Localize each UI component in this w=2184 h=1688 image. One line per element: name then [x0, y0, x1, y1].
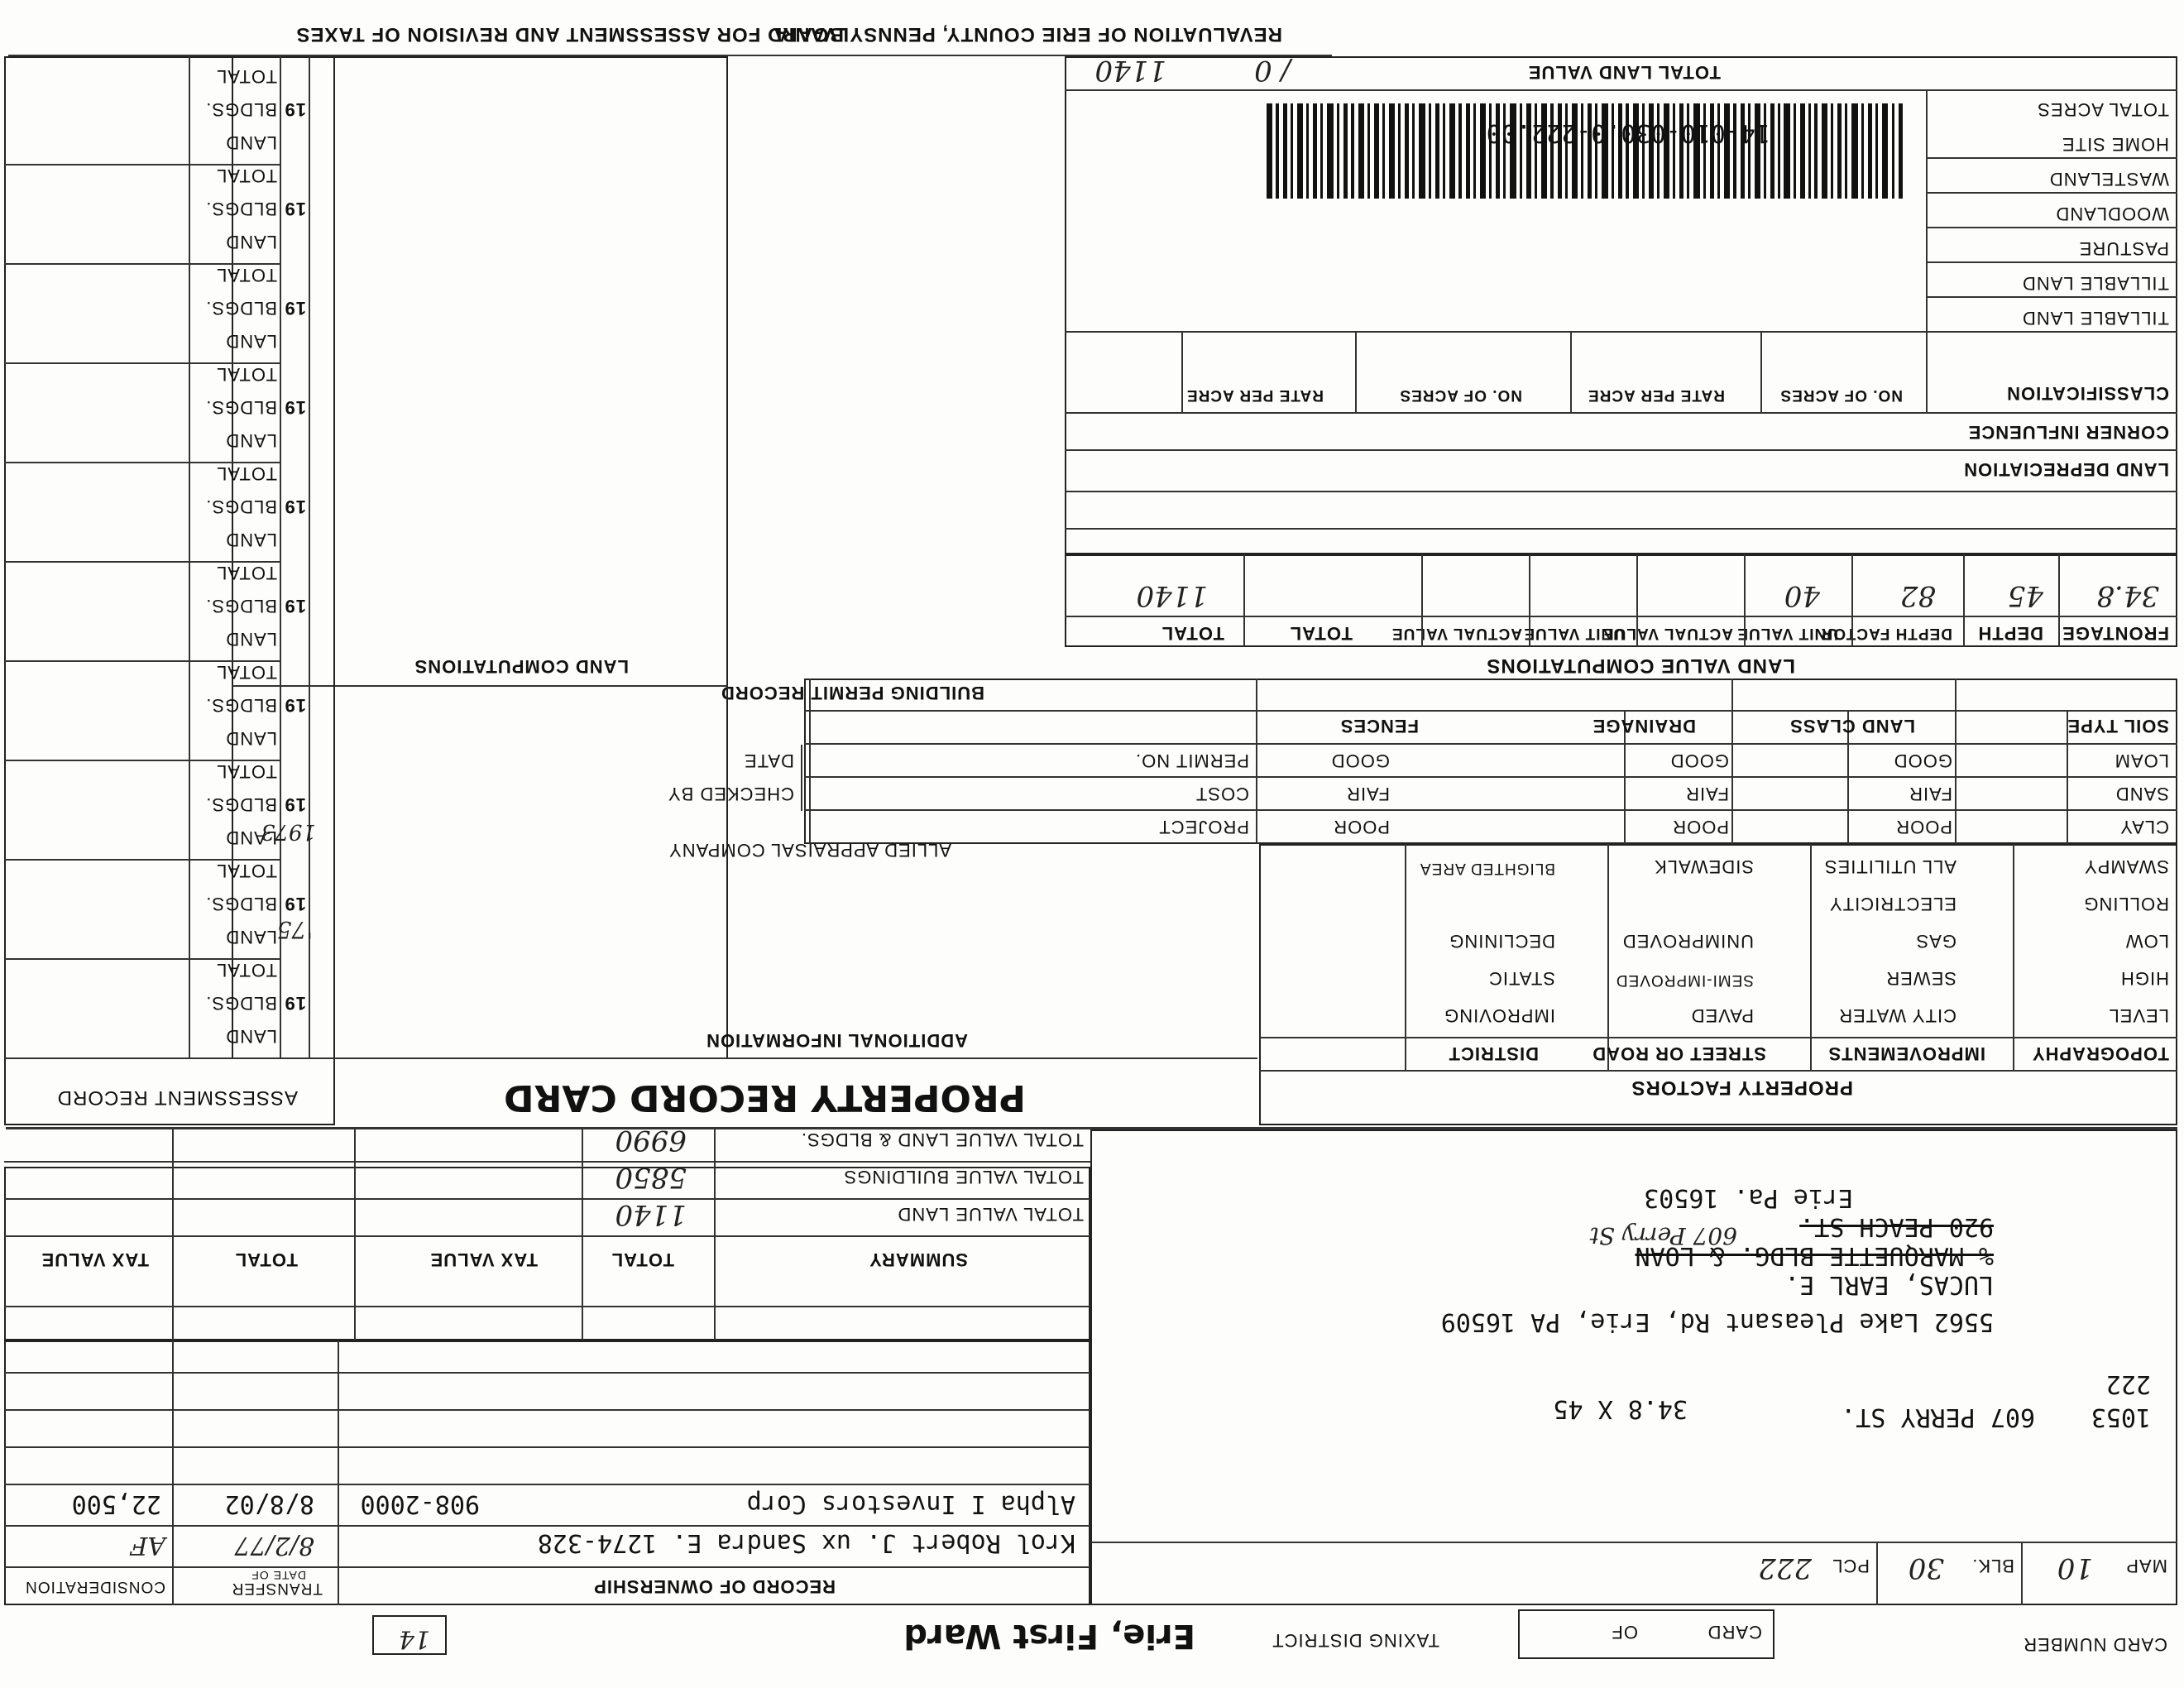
parcel-code-2: 222: [2105, 1369, 2151, 1398]
imp-sewer: SEWER: [1885, 968, 1956, 989]
allied-appraisal: ALLIED APPRAISAL COMPANY: [668, 840, 951, 861]
assessment-land-8: LAND: [225, 331, 277, 352]
assessment-hand-note: 1973: [261, 819, 316, 844]
fences-poor: POOR: [1333, 817, 1390, 837]
street-or-road-header: STREET OR ROAD: [1592, 1043, 1766, 1064]
parcel-street: 607 PERRY ST.: [1841, 1403, 2035, 1431]
parcel-code-1: 1053: [2091, 1403, 2151, 1431]
pcl-label: PCL: [1832, 1556, 1870, 1576]
parcel-address-block: [1090, 1129, 2177, 1605]
land-depreciation-label: LAND DEPRECIATION: [1963, 459, 2169, 480]
topo-rolling: ROLLING: [2083, 894, 2169, 914]
owner-row-2-deed: 908-2000: [360, 1489, 480, 1518]
assessment-record-title: ASSESSMENT RECORD: [56, 1086, 298, 1109]
district-code: 14: [398, 1624, 430, 1653]
soil-and-permit-section: [804, 679, 2177, 844]
blk-label: BLK.: [1971, 1556, 2014, 1576]
assessment-land-10: LAND: [225, 132, 277, 153]
depth-factor-value: 82: [1899, 579, 1936, 612]
district-static: STATIC: [1488, 968, 1555, 989]
assessment-bldgs-5: BLDGS.: [205, 596, 277, 616]
home-site-label: HOME SITE: [2061, 134, 2169, 155]
assessment-bldgs-7: BLDGS.: [205, 397, 277, 418]
owner-row-1-name: Krol Robert J. ux Sandra E. 1274-328: [537, 1528, 1075, 1557]
of-label: OF: [1611, 1622, 1638, 1642]
checked-by-label: CHECKED BY: [667, 784, 794, 804]
lvc-col-actual-value-1: ACTUAL VALUE: [1602, 625, 1733, 642]
loam-label: LOAM: [2114, 750, 2169, 771]
topo-swampy: SWAMPY: [2084, 856, 2169, 877]
land-class-poor: POOR: [1895, 817, 1952, 837]
fences-good: GOOD: [1330, 750, 1390, 771]
assessment-bldgs-4: BLDGS.: [205, 695, 277, 716]
pcl-value: 222: [1758, 1551, 1812, 1585]
street-unimproved: UNIMPROVED: [1621, 931, 1754, 952]
assessment-year-8: 19: [284, 298, 306, 319]
owner-struck-care-of: % MARQUETTE BLDG. & LOAN: [1635, 1241, 1994, 1270]
topo-low: LOW: [2124, 931, 2169, 952]
total-land-value-label: TOTAL LAND VALUE: [1527, 62, 1721, 83]
classification-label: CLASSIFICATION: [2006, 383, 2169, 404]
tillable-land-label: TILLABLE LAND: [2021, 273, 2169, 294]
district-declining: DECLINING: [1449, 931, 1555, 952]
topography-header: TOPOGRAPHY: [2031, 1043, 2169, 1064]
lvc-col-unit-value-1: UNIT VALUE: [1736, 625, 1838, 642]
assessment-total-10: TOTAL: [216, 66, 277, 87]
lvc-col-total-2: TOTAL: [1161, 623, 1224, 644]
building-permit-record: BUILDING PERMIT RECORD: [721, 683, 984, 703]
assessment-total-1: TOTAL: [216, 960, 277, 981]
summary-col-tax-value-1: TAX VALUE: [429, 1249, 538, 1270]
no-of-acres-1: NO. OF ACRES: [1779, 386, 1903, 404]
sand-label: SAND: [2115, 784, 2169, 804]
assessment-land-9: LAND: [225, 232, 277, 252]
district-blighted-area: BLIGHTED AREA: [1420, 860, 1555, 877]
assessment-land-2: LAND: [225, 927, 277, 947]
transfer-label: TRANSFER: [231, 1580, 323, 1597]
owner-struck-name: LUCAS, EARL E.: [1784, 1270, 1994, 1299]
lvc-col-frontage: FRONTAGE: [2062, 623, 2169, 644]
owner-address-line: 5562 Lake Pleasant Rd, Erie, PA 16509: [1440, 1307, 1994, 1336]
assessment-total-6: TOTAL: [216, 463, 277, 484]
no-of-acres-2: NO. OF ACRES: [1399, 386, 1522, 404]
assessment-bldgs-2: BLDGS.: [205, 894, 277, 914]
owner-row-2-consideration: 22,500: [71, 1489, 161, 1518]
clay-label: CLAY: [2119, 817, 2169, 837]
assessment-bldgs-1: BLDGS.: [205, 993, 277, 1014]
summary-title: SUMMARY: [869, 1249, 968, 1270]
imp-all-utilities: ALL UTILITIES: [1823, 856, 1956, 877]
lvc-col-depth: DEPTH: [1977, 623, 2043, 644]
card-label: CARD: [1707, 1622, 1762, 1642]
assessment-year-4: 19: [284, 695, 306, 716]
corner-influence-label: CORNER INFLUENCE: [1967, 422, 2169, 443]
county-title: REVALUATION OF ERIE COUNTY, PENNSYLVANIA: [773, 23, 1282, 46]
assessment-total-7: TOTAL: [216, 364, 277, 385]
date-label: DATE: [743, 750, 794, 771]
assessment-land-1: LAND: [225, 1026, 277, 1047]
drainage-poor: POOR: [1672, 817, 1729, 837]
total-land-value: 1140: [1136, 579, 1208, 612]
assessment-total-9: TOTAL: [216, 165, 277, 186]
wasteland-label: WASTELAND: [2048, 169, 2169, 189]
summary-col-total-1: TOTAL: [611, 1249, 674, 1270]
lvc-col-actual-value-2: ACTUAL VALUE: [1391, 625, 1522, 642]
project-label: PROJECT: [1158, 817, 1249, 837]
assessment-land-3: LAND: [225, 827, 277, 848]
ownership-record-table: [4, 1340, 1090, 1605]
district-header: DISTRICT: [1448, 1043, 1539, 1064]
street-sidewalk: SIDEWALK: [1654, 856, 1754, 877]
owner-struck-street: 920 PEACH ST.: [1799, 1212, 1994, 1241]
summary-building-value: 5850: [615, 1161, 687, 1194]
topo-level: LEVEL: [2108, 1005, 2169, 1026]
property-record-card-title: PROPERTY RECORD CARD: [503, 1077, 1026, 1119]
pasture-label: PASTURE: [2078, 238, 2169, 259]
land-value-hand-1: / 0: [1254, 54, 1291, 87]
barcode-text: 14-010-030.0-222.00: [1486, 118, 1770, 147]
date-of-label: DATE OF: [251, 1569, 306, 1582]
summary-total-value-land-bldgs: TOTAL VALUE LAND & BLDGS.: [800, 1129, 1084, 1150]
summary-land-value: 1140: [615, 1198, 687, 1231]
property-factors-title: PROPERTY FACTORS: [1631, 1077, 1853, 1099]
rate-per-acre-1: RATE PER ACRE: [1587, 386, 1725, 404]
unit-value-1: 40: [1784, 579, 1820, 612]
map-value: 10: [2057, 1551, 2093, 1585]
land-value-computations-title: LAND VALUE COMPUTATIONS: [1486, 655, 1795, 677]
parcel-dimensions: 34.8 X 45: [1553, 1394, 1688, 1423]
assessment-land-6: LAND: [225, 530, 277, 550]
depth-value: 45: [2007, 579, 2043, 612]
topo-high: HIGH: [2120, 968, 2169, 989]
land-value-hand-2: 1140: [1094, 54, 1166, 87]
drainage-good: GOOD: [1669, 750, 1729, 771]
assessment-year-5: 19: [284, 596, 306, 616]
owner-row-2-date: 8/8/02: [224, 1489, 314, 1518]
assessment-total-5: TOTAL: [216, 563, 277, 583]
drainage-header: DRAINAGE: [1592, 716, 1696, 736]
imp-city-water: CITY WATER: [1838, 1005, 1956, 1026]
lvc-col-depth-factor: DEPTH FACTOR: [1820, 625, 1952, 642]
owner-row-1-date: 8/2/77: [234, 1531, 314, 1560]
assessment-year-9: 19: [284, 199, 306, 219]
map-label: MAP: [2125, 1556, 2167, 1576]
drainage-fair: FAIR: [1685, 784, 1729, 804]
district-name: Erie, First Ward: [903, 1617, 1195, 1655]
assessment-bldgs-3: BLDGS.: [205, 794, 277, 815]
street-semi-improved: SEMI-IMPROVED: [1615, 971, 1754, 989]
lvc-col-unit-value-2: UNIT VALUE: [1523, 625, 1625, 642]
fences-fair: FAIR: [1346, 784, 1390, 804]
assessment-total-2: TOTAL: [216, 861, 277, 881]
soil-type-header: SOIL TYPE: [2067, 716, 2169, 736]
improvements-header: IMPROVEMENTS: [1827, 1043, 1985, 1064]
permit-no-label: PERMIT NO.: [1135, 750, 1249, 771]
assessment-year-6: 19: [284, 496, 306, 517]
assessment-land-7: LAND: [225, 430, 277, 451]
assessment-year-2: 19: [284, 894, 306, 914]
assessment-total-4: TOTAL: [216, 662, 277, 683]
total-acres-label: TOTAL ACRES: [2037, 99, 2169, 120]
assessment-year-1: 19: [284, 993, 306, 1014]
tillable-land-label-2: TILLABLE LAND: [2021, 308, 2169, 328]
woodland-label: WOODLAND: [2055, 204, 2169, 224]
summary-total-value-buildings: TOTAL VALUE BUILDINGS: [843, 1167, 1084, 1187]
land-class-fair: FAIR: [1909, 784, 1952, 804]
owner-city: Erie Pa. 16503: [1644, 1183, 1853, 1212]
summary-col-tax-value-2: TAX VALUE: [41, 1249, 149, 1270]
assessment-bldgs-10: BLDGS.: [205, 99, 277, 120]
assessment-total-8: TOTAL: [216, 265, 277, 285]
consideration-label: CONSIDERATION: [25, 1578, 165, 1595]
owner-new-street: 607 Perry St: [1589, 1222, 1737, 1249]
blk-value: 30: [1908, 1551, 1944, 1585]
taxing-district-label: TAXING DISTRICT: [1272, 1630, 1439, 1651]
land-class-good: GOOD: [1893, 750, 1952, 771]
assessment-bldgs-9: BLDGS.: [205, 199, 277, 219]
assessment-total-3: TOTAL: [216, 761, 277, 782]
assessment-year-7: 19: [284, 397, 306, 418]
land-computations-label: LAND COMPUTATIONS: [414, 656, 629, 677]
summary-total-value: 6990: [615, 1124, 687, 1157]
frontage-value: 34.8: [2096, 579, 2159, 612]
cost-label: COST: [1195, 784, 1249, 804]
lvc-col-total-1: TOTAL: [1289, 623, 1353, 644]
summary-col-total-2: TOTAL: [234, 1249, 298, 1270]
card-number-label: CARD NUMBER: [2023, 1634, 2167, 1655]
district-improving: IMPROVING: [1444, 1005, 1555, 1026]
rate-per-acre-2: RATE PER ACRE: [1185, 386, 1324, 404]
board-title: BOARD FOR ASSESSMENT AND REVISION OF TAXES: [295, 23, 844, 46]
land-class-header: LAND CLASS: [1789, 716, 1915, 736]
assessment-land-5: LAND: [225, 629, 277, 650]
imp-electricity: ELECTRICITY: [1828, 894, 1956, 914]
additional-information: ADDITIONAL INFORMATION: [706, 1030, 968, 1051]
owner-row-1-consideration: AF: [130, 1531, 165, 1560]
assessment-year-10: 19: [284, 99, 306, 120]
assessment-year-3: 19: [284, 794, 306, 815]
street-paved: PAVED: [1690, 1005, 1754, 1026]
summary-total-value-land: TOTAL VALUE LAND: [897, 1204, 1084, 1225]
assessment-land-4: LAND: [225, 728, 277, 749]
fences-header: FENCES: [1339, 716, 1419, 736]
owner-row-2-name: Alpha I Investors Corp: [746, 1489, 1075, 1518]
assessment-bldgs-6: BLDGS.: [205, 496, 277, 517]
imp-gas: GAS: [1915, 931, 1956, 952]
assessment-bldgs-8: BLDGS.: [205, 298, 277, 319]
assessment-hand-year: '75: [276, 916, 313, 943]
record-of-ownership-title: RECORD OF OWNERSHIP: [593, 1576, 836, 1597]
